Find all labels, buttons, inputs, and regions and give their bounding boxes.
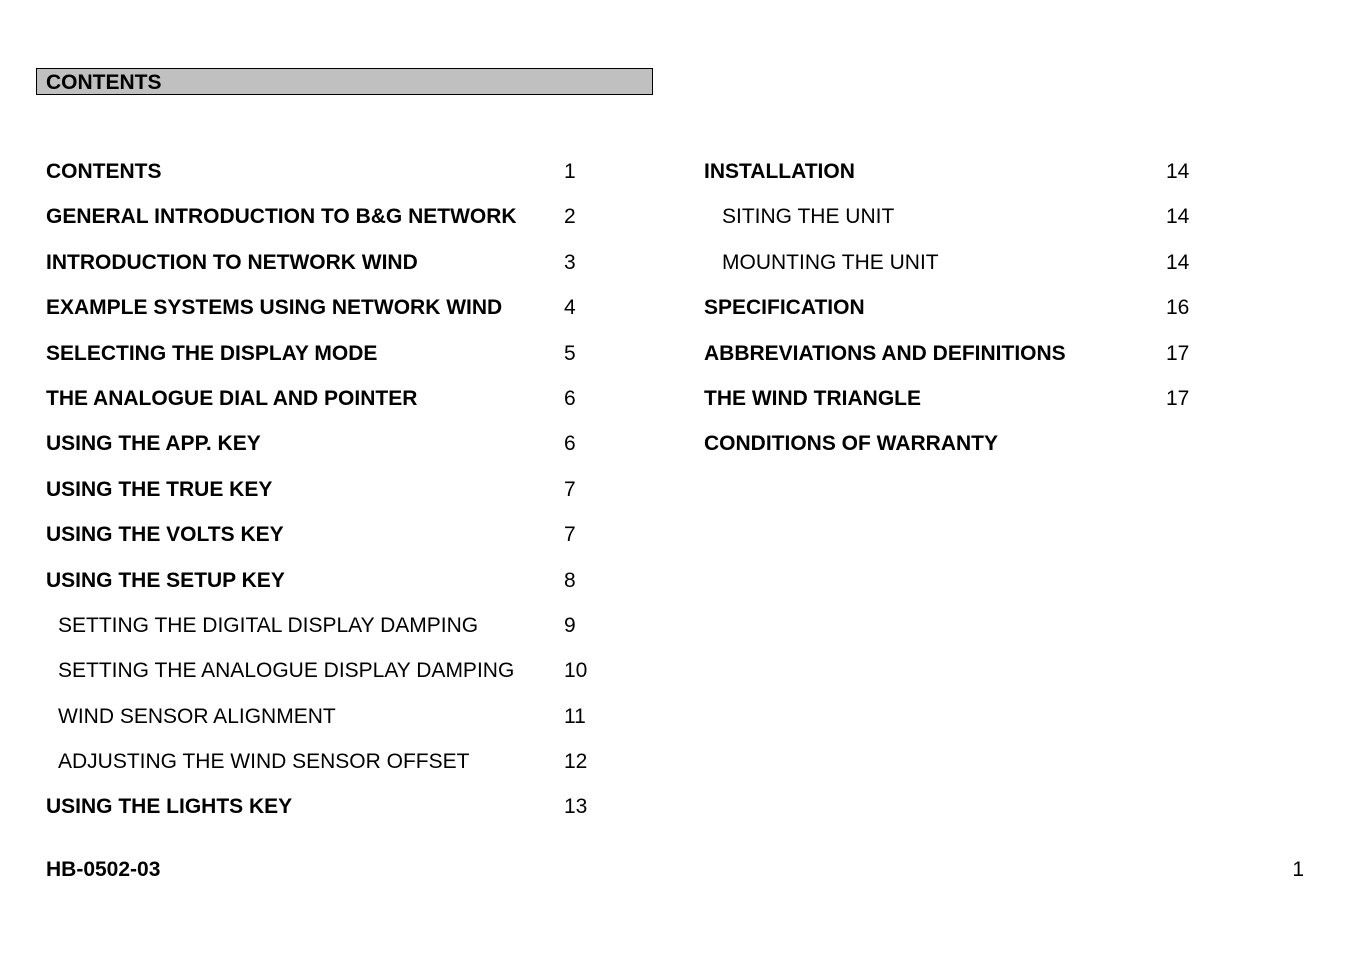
toc-entry-page-number: 6 <box>564 386 576 410</box>
toc-entry-page-number: 3 <box>564 250 576 274</box>
toc-entry-page-number: 10 <box>564 659 588 683</box>
toc-entry-title: USING THE TRUE KEY <box>46 477 273 501</box>
toc-entry-title: THE ANALOGUE DIAL AND POINTER <box>46 386 418 410</box>
toc-entry-title: SPECIFICATION <box>704 296 865 320</box>
toc-entry-title: WIND SENSOR ALIGNMENT <box>58 704 336 728</box>
toc-entry-page-number: 1 <box>564 160 576 183</box>
toc-entry-title: THE WIND TRIANGLE <box>704 386 921 410</box>
toc-entry-title: USING THE SETUP KEY <box>46 568 285 592</box>
toc-entry-page-number: 11 <box>564 704 586 728</box>
toc-entry-title: USING THE APP. KEY <box>46 432 261 456</box>
toc-entry-title: SETTING THE DIGITAL DISPLAY DAMPING <box>58 613 479 637</box>
toc-entry-title: SETTING THE ANALOGUE DISPLAY DAMPING <box>58 659 515 683</box>
toc-entry-title: EXAMPLE SYSTEMS USING NETWORK WIND <box>46 296 503 320</box>
toc-entry-page-number: 9 <box>564 613 576 637</box>
toc-entry-title: ADJUSTING THE WIND SENSOR OFFSET <box>58 750 470 774</box>
toc-entry-title: ABBREVIATIONS AND DEFINITIONS <box>704 341 1066 365</box>
toc-entry-page-number: 16 <box>1166 296 1190 320</box>
page-number: 1 <box>1292 858 1304 881</box>
contents-header-bar <box>36 68 653 95</box>
toc-entry-page-number: 8 <box>564 568 576 592</box>
toc-entry-title: GENERAL INTRODUCTION TO B&G NETWORK <box>46 205 517 229</box>
toc-entry-page-number: 6 <box>564 432 576 456</box>
document-number: HB-0502-03 <box>46 858 161 881</box>
toc-entry-page-number: 5 <box>564 341 576 365</box>
toc-entry-title: INTRODUCTION TO NETWORK WIND <box>46 250 418 274</box>
toc-entry-page-number: 17 <box>1166 386 1190 410</box>
toc-entry-title: CONDITIONS OF WARRANTY <box>704 432 998 456</box>
toc-entry-title: SELECTING THE DISPLAY MODE <box>46 341 378 365</box>
toc-entry-page-number: 12 <box>564 750 588 774</box>
toc-entry-page-number: 14 <box>1166 205 1190 229</box>
toc-entry-title: SITING THE UNIT <box>722 205 895 229</box>
toc-entry-title: CONTENTS <box>46 160 162 183</box>
toc-entry-page-number: 2 <box>564 205 576 229</box>
page-title: CONTENTS <box>46 71 162 94</box>
toc-entry-title: INSTALLATION <box>704 160 855 183</box>
toc-entry-title: USING THE LIGHTS KEY <box>46 795 293 819</box>
toc-entry-page-number: 13 <box>564 795 588 819</box>
toc-entry-page-number: 7 <box>564 477 576 501</box>
toc-entry-page-number: 17 <box>1166 341 1190 365</box>
toc-entry-title: USING THE VOLTS KEY <box>46 523 284 547</box>
toc-entry-title: MOUNTING THE UNIT <box>722 250 939 274</box>
toc-entry-page-number: 4 <box>564 296 576 320</box>
toc-entry-page-number: 14 <box>1166 160 1190 183</box>
toc-entry-page-number: 7 <box>564 523 576 547</box>
toc-entry-page-number: 14 <box>1166 250 1190 274</box>
